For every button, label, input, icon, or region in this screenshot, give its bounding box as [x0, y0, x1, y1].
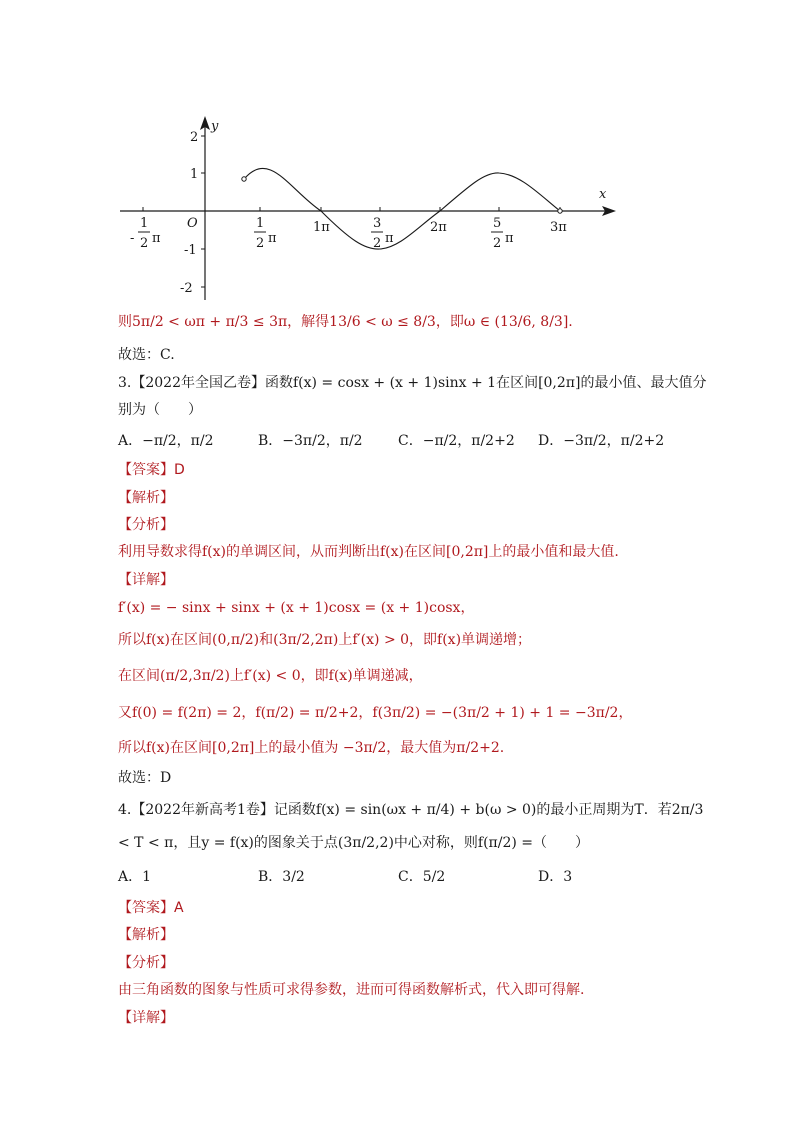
y-tick-label: 2	[190, 130, 199, 145]
detail-line: 所以f(x)在区间(0,π/2)和(3π/2,2π)上f′(x) > 0，即f(x)单调递增；	[118, 632, 532, 648]
x-axis-label: x	[599, 187, 607, 202]
y-tick-label: -1	[184, 243, 197, 258]
question-3-stem: 3.【2022年全国乙卷】函数f(x) = cosx + (x + 1)sinx + 1在区间[0,2π]的最小值、最大值分	[118, 375, 707, 391]
x-tick-label: 1π	[313, 220, 330, 235]
option-a[interactable]: A．1	[118, 869, 152, 885]
svg-text:1: 1	[256, 216, 265, 231]
x-tick-label: 3π	[550, 220, 567, 235]
option-c[interactable]: C．−π/2，π/2+2	[398, 433, 515, 449]
y-tick-label: 1	[190, 167, 199, 182]
option-b[interactable]: B．3/2	[258, 869, 305, 885]
detail-label: 【详解】	[118, 1010, 174, 1026]
analysis-label: 【解析】	[118, 490, 174, 506]
inequality-line: 则5π/2 < ωπ + π/3 ≤ 3π，解得13/6 < ω ≤ 8/3，即ω ∈ (13/6, 8/3].	[118, 314, 573, 330]
detail-line: 所以f(x)在区间[0,2π]上的最小值为 −3π/2，最大值为π/2+2.	[118, 740, 505, 756]
sine-graph	[110, 110, 630, 310]
detail-line: 在区间(π/2,3π/2)上f′(x) < 0，即f(x)单调递减，	[118, 668, 423, 684]
option-d[interactable]: D．3	[538, 869, 573, 885]
y-tick-label: -2	[180, 281, 193, 296]
detail-line: f′(x) = − sinx + sinx + (x + 1)cosx = (x + 1)cosx，	[118, 600, 475, 616]
reasoning-label: 【分析】	[118, 517, 174, 533]
option-c[interactable]: C．5/2	[398, 869, 446, 885]
svg-text:2: 2	[140, 236, 149, 251]
answer-label: 【答案】D	[118, 462, 185, 478]
reasoning-text: 由三角函数的图象与性质可求得参数，进而可得函数解析式，代入即可得解.	[118, 982, 585, 998]
option-b[interactable]: B．−3π/2，π/2	[258, 433, 363, 449]
reasoning-text: 利用导数求得f(x)的单调区间，从而判断出f(x)在区间[0,2π]上的最小值和最大值.	[118, 544, 619, 560]
answer-label: 【答案】A	[118, 900, 184, 916]
x-tick-label	[130, 216, 161, 251]
open-endpoint-icon	[242, 177, 246, 181]
origin-label: O	[187, 216, 198, 231]
option-d[interactable]: D．−3π/2，π/2+2	[538, 433, 665, 449]
question-4-stem-cont: < T < π，且y = f(x)的图象关于点(3π/2,2)中心对称，则f(π/2) =（ ）	[118, 835, 590, 851]
x-tick-label: 2π	[430, 220, 447, 235]
svg-text:π: π	[385, 231, 394, 246]
answer-choice-line: 故选：D	[118, 770, 172, 786]
question-3-stem-cont: 别为（ ）	[118, 402, 202, 418]
question-4-stem: 4.【2022年新高考1卷】记函数f(x) = sin(ωx + π/4) + b(ω > 0)的最小正周期为T．若2π/3	[118, 802, 704, 818]
svg-text:1: 1	[140, 216, 149, 231]
x-tick-label	[491, 216, 514, 251]
y-axis-label: y	[211, 119, 219, 134]
open-endpoint-icon	[558, 209, 562, 213]
svg-text:2: 2	[256, 236, 265, 251]
detail-line: 又f(0) = f(2π) = 2，f(π/2) = π/2+2，f(3π/2) = −(3π/2 + 1) + 1 = −3π/2，	[118, 705, 633, 721]
svg-text:3: 3	[373, 216, 382, 231]
svg-text:-: -	[130, 231, 135, 246]
option-a[interactable]: A．−π/2，π/2	[118, 433, 214, 449]
analysis-label: 【解析】	[118, 927, 174, 943]
svg-text:2: 2	[493, 236, 502, 251]
svg-text:2: 2	[373, 236, 382, 251]
x-tick-label	[254, 216, 277, 251]
svg-text:π: π	[268, 231, 277, 246]
answer-choice-line: 故选：C.	[118, 347, 175, 363]
svg-text:5: 5	[493, 216, 502, 231]
reasoning-label: 【分析】	[118, 955, 174, 971]
svg-text:π: π	[505, 231, 514, 246]
detail-label: 【详解】	[118, 572, 174, 588]
x-tick-label	[371, 216, 394, 251]
svg-text:π: π	[152, 231, 161, 246]
